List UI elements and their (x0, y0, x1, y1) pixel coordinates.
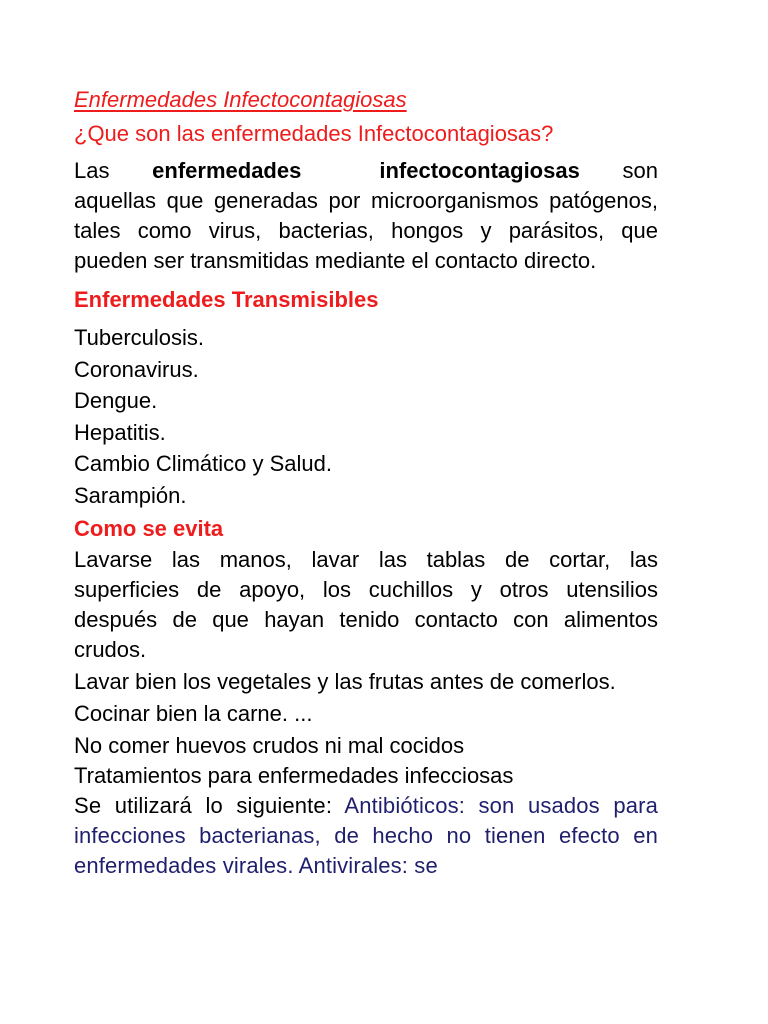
tratamientos-heading: Tratamientos para enfermedades infecciosas (74, 763, 514, 788)
intro-bold-2: infectocontagiosas (379, 158, 580, 183)
list-item: Sarampión. (74, 482, 187, 508)
intro-bold-1: enfermedades (152, 158, 302, 183)
list-item: Cambio Climático y Salud. (74, 451, 332, 476)
tratamientos-paragraph (74, 791, 658, 881)
evita-p4-end: crudos ni mal cocidos (252, 733, 465, 758)
transmisibles-list (74, 322, 658, 511)
transmisibles-heading: Enfermedades Transmisibles (74, 287, 379, 312)
evita-paragraph-3: Cocinar bien la carne. ... (74, 701, 313, 726)
evita-paragraph-2: Lavar bien los vegetales y las frutas antes de comerlos. (74, 669, 616, 694)
intro-pre: Las (74, 158, 153, 183)
list-item: Hepatitis. (74, 419, 166, 445)
evita-paragraph-4 (74, 731, 658, 761)
intro-post: son aquellas que generadas por microorganismos patógenos, tales como virus, bacterias, hongos y parásitos, que pueden ser transmitidas mediante el contacto directo. (74, 158, 658, 273)
tratamientos-p1-start: Se utilizará lo siguiente: (74, 793, 345, 818)
evita-heading: Como se evita (74, 516, 224, 541)
list-item: Coronavirus. (74, 356, 199, 382)
list-item: Tuberculosis. (74, 325, 205, 350)
document-title: Enfermedades Infectocontagiosas (74, 87, 407, 112)
tratamientos-p1-body: Antibióticos: son usados para infecciones bacterianas, de hecho no tienen efecto en enfermedades virales. Antivirales: se (74, 793, 658, 878)
evita-p4-start: No comer huevos (74, 733, 253, 758)
document-page (74, 84, 658, 881)
list-item: Dengue. (74, 388, 158, 413)
question-heading: ¿Que son las enfermedades Infectocontagiosas? (74, 121, 554, 146)
intro-paragraph (74, 156, 658, 276)
evita-paragraph-1: Lavarse las manos, lavar las tablas de cortar, las superficies de apoyo, los cuchillos y otros utensilios después de que hayan tenido contacto con alimentos crudos. (74, 547, 658, 662)
